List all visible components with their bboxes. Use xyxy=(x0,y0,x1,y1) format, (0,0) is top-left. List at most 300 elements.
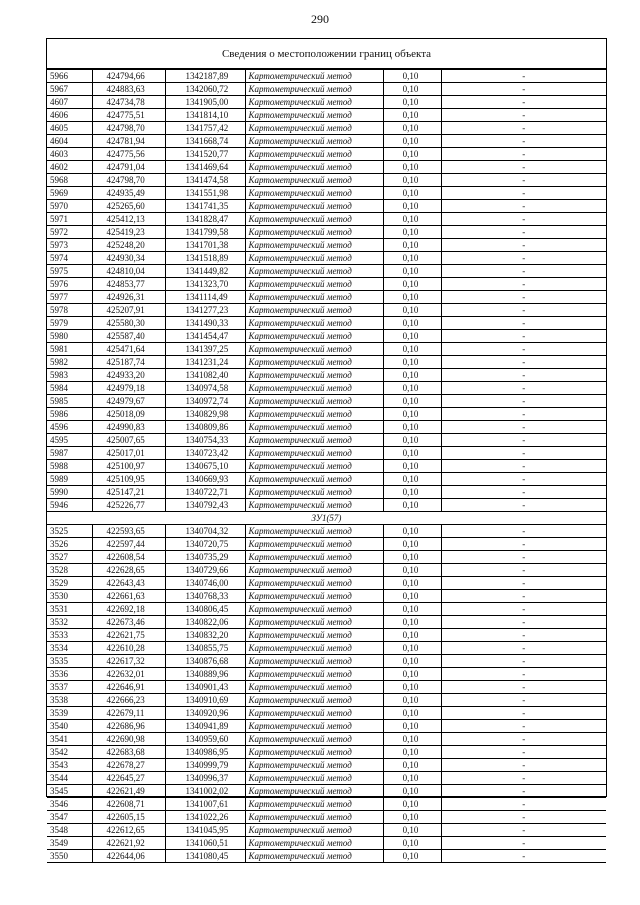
method-cell: Картометрический метод xyxy=(245,681,383,694)
table-row xyxy=(47,161,606,174)
x-coordinate-cell: 424791,04 xyxy=(92,161,165,174)
x-coordinate-cell: 422643,43 xyxy=(92,577,165,590)
y-coordinate-cell: 1341490,33 xyxy=(165,317,245,330)
method-cell: Картометрический метод xyxy=(245,356,383,369)
x-coordinate-cell: 422621,75 xyxy=(92,629,165,642)
table-row xyxy=(47,135,606,148)
table-row xyxy=(47,122,606,135)
x-coordinate-cell: 425471,64 xyxy=(92,343,165,356)
y-coordinate-cell: 1340920,96 xyxy=(165,707,245,720)
method-cell: Картометрический метод xyxy=(245,707,383,720)
description-cell: - xyxy=(441,252,606,265)
y-coordinate-cell: 1341668,74 xyxy=(165,135,245,148)
description-cell: - xyxy=(441,525,606,538)
y-coordinate-cell: 1340675,10 xyxy=(165,460,245,473)
accuracy-cell: 0,10 xyxy=(383,681,441,694)
method-cell: Картометрический метод xyxy=(245,616,383,629)
description-cell: - xyxy=(441,668,606,681)
table-row xyxy=(47,408,606,421)
method-cell: Картометрический метод xyxy=(245,135,383,148)
y-coordinate-cell: 1340889,96 xyxy=(165,668,245,681)
point-number-cell: 4603 xyxy=(47,148,92,161)
description-cell: - xyxy=(441,798,606,811)
table-row xyxy=(47,551,606,564)
x-coordinate-cell: 424979,18 xyxy=(92,382,165,395)
method-cell: Картометрический метод xyxy=(245,759,383,772)
table-row xyxy=(47,304,606,317)
accuracy-cell: 0,10 xyxy=(383,499,441,512)
table-row xyxy=(47,278,606,291)
y-coordinate-cell: 1340986,95 xyxy=(165,746,245,759)
description-cell: - xyxy=(441,382,606,395)
x-coordinate-cell: 425226,77 xyxy=(92,499,165,512)
y-coordinate-cell: 1341060,51 xyxy=(165,837,245,850)
x-coordinate-cell: 422632,01 xyxy=(92,668,165,681)
method-cell: Картометрический метод xyxy=(245,252,383,265)
point-number-cell: 3535 xyxy=(47,655,92,668)
description-cell: - xyxy=(441,720,606,733)
point-number-cell: 3533 xyxy=(47,629,92,642)
method-cell: Картометрический метод xyxy=(245,733,383,746)
table-row xyxy=(47,785,606,798)
method-cell: Картометрический метод xyxy=(245,200,383,213)
table-row xyxy=(47,460,606,473)
x-coordinate-cell: 422686,96 xyxy=(92,720,165,733)
method-cell: Картометрический метод xyxy=(245,824,383,837)
method-cell: Картометрический метод xyxy=(245,174,383,187)
description-cell: - xyxy=(441,772,606,785)
table-row xyxy=(47,252,606,265)
accuracy-cell: 0,10 xyxy=(383,538,441,551)
method-cell: Картометрический метод xyxy=(245,226,383,239)
x-coordinate-cell: 425207,91 xyxy=(92,304,165,317)
description-cell: - xyxy=(441,161,606,174)
table-row xyxy=(47,187,606,200)
description-cell: - xyxy=(441,486,606,499)
y-coordinate-cell: 1341520,77 xyxy=(165,148,245,161)
x-coordinate-cell: 422666,23 xyxy=(92,694,165,707)
method-cell: Картометрический метод xyxy=(245,369,383,382)
x-coordinate-cell: 422608,54 xyxy=(92,551,165,564)
accuracy-cell: 0,10 xyxy=(383,837,441,850)
section-label: ЗУ1(57) xyxy=(47,512,606,525)
point-number-cell: 5976 xyxy=(47,278,92,291)
accuracy-cell: 0,10 xyxy=(383,70,441,83)
accuracy-cell: 0,10 xyxy=(383,226,441,239)
point-number-cell: 3525 xyxy=(47,525,92,538)
x-coordinate-cell: 424883,63 xyxy=(92,83,165,96)
accuracy-cell: 0,10 xyxy=(383,733,441,746)
description-cell: - xyxy=(441,200,606,213)
table-row xyxy=(47,720,606,733)
description-cell: - xyxy=(441,213,606,226)
accuracy-cell: 0,10 xyxy=(383,200,441,213)
point-number-cell: 3530 xyxy=(47,590,92,603)
accuracy-cell: 0,10 xyxy=(383,291,441,304)
description-cell: - xyxy=(441,70,606,83)
description-cell: - xyxy=(441,460,606,473)
table-row xyxy=(47,837,606,850)
y-coordinate-cell: 1341114,49 xyxy=(165,291,245,304)
accuracy-cell: 0,10 xyxy=(383,109,441,122)
method-cell: Картометрический метод xyxy=(245,603,383,616)
x-coordinate-cell: 425109,95 xyxy=(92,473,165,486)
y-coordinate-cell: 1341474,58 xyxy=(165,174,245,187)
y-coordinate-cell: 1341231,24 xyxy=(165,356,245,369)
description-cell: - xyxy=(441,239,606,252)
y-coordinate-cell: 1340735,29 xyxy=(165,551,245,564)
point-number-cell: 3541 xyxy=(47,733,92,746)
x-coordinate-cell: 422612,65 xyxy=(92,824,165,837)
point-number-cell: 4605 xyxy=(47,122,92,135)
y-coordinate-cell: 1340746,00 xyxy=(165,577,245,590)
point-number-cell: 3549 xyxy=(47,837,92,850)
point-number-cell: 3542 xyxy=(47,746,92,759)
description-cell: - xyxy=(441,278,606,291)
description-cell: - xyxy=(441,369,606,382)
x-coordinate-cell: 425265,60 xyxy=(92,200,165,213)
accuracy-cell: 0,10 xyxy=(383,603,441,616)
method-cell: Картометрический метод xyxy=(245,408,383,421)
point-number-cell: 3527 xyxy=(47,551,92,564)
point-number-cell: 5969 xyxy=(47,187,92,200)
table-row xyxy=(47,473,606,486)
method-cell: Картометрический метод xyxy=(245,317,383,330)
description-cell: - xyxy=(441,785,606,798)
point-number-cell: 5967 xyxy=(47,83,92,96)
point-number-cell: 5972 xyxy=(47,226,92,239)
point-number-cell: 5968 xyxy=(47,174,92,187)
y-coordinate-cell: 1341045,95 xyxy=(165,824,245,837)
method-cell: Картометрический метод xyxy=(245,590,383,603)
table-row xyxy=(47,642,606,655)
accuracy-cell: 0,10 xyxy=(383,460,441,473)
description-cell: - xyxy=(441,226,606,239)
x-coordinate-cell: 424935,49 xyxy=(92,187,165,200)
accuracy-cell: 0,10 xyxy=(383,785,441,798)
rows-group-b xyxy=(47,525,606,863)
y-coordinate-cell: 1340829,98 xyxy=(165,408,245,421)
method-cell: Картометрический метод xyxy=(245,96,383,109)
point-number-cell: 5984 xyxy=(47,382,92,395)
table-row xyxy=(47,694,606,707)
accuracy-cell: 0,10 xyxy=(383,369,441,382)
point-number-cell: 4595 xyxy=(47,434,92,447)
x-coordinate-cell: 422646,91 xyxy=(92,681,165,694)
y-coordinate-cell: 1340876,68 xyxy=(165,655,245,668)
section-row-group xyxy=(47,512,606,525)
accuracy-cell: 0,10 xyxy=(383,798,441,811)
method-cell: Картометрический метод xyxy=(245,577,383,590)
description-cell: - xyxy=(441,603,606,616)
table-row xyxy=(47,616,606,629)
table-row xyxy=(47,200,606,213)
point-number-cell: 3528 xyxy=(47,564,92,577)
method-cell: Картометрический метод xyxy=(245,642,383,655)
method-cell: Картометрический метод xyxy=(245,434,383,447)
accuracy-cell: 0,10 xyxy=(383,252,441,265)
description-cell: - xyxy=(441,447,606,460)
accuracy-cell: 0,10 xyxy=(383,525,441,538)
y-coordinate-cell: 1341397,25 xyxy=(165,343,245,356)
table-row xyxy=(47,850,606,863)
table-row xyxy=(47,707,606,720)
point-number-cell: 5978 xyxy=(47,304,92,317)
method-cell: Картометрический метод xyxy=(245,122,383,135)
method-cell: Картометрический метод xyxy=(245,213,383,226)
description-cell: - xyxy=(441,356,606,369)
y-coordinate-cell: 1340768,33 xyxy=(165,590,245,603)
y-coordinate-cell: 1340723,42 xyxy=(165,447,245,460)
description-cell: - xyxy=(441,746,606,759)
x-coordinate-cell: 422661,63 xyxy=(92,590,165,603)
description-cell: - xyxy=(441,577,606,590)
page-number: 290 xyxy=(311,12,329,26)
table-row xyxy=(47,434,606,447)
point-number-cell: 5986 xyxy=(47,408,92,421)
y-coordinate-cell: 1341518,89 xyxy=(165,252,245,265)
accuracy-cell: 0,10 xyxy=(383,395,441,408)
accuracy-cell: 0,10 xyxy=(383,330,441,343)
accuracy-cell: 0,10 xyxy=(383,356,441,369)
y-coordinate-cell: 1341080,45 xyxy=(165,850,245,863)
point-number-cell: 3546 xyxy=(47,798,92,811)
table-row xyxy=(47,564,606,577)
rows-group-a xyxy=(47,70,606,512)
accuracy-cell: 0,10 xyxy=(383,174,441,187)
y-coordinate-cell: 1341082,40 xyxy=(165,369,245,382)
table-row xyxy=(47,70,606,83)
method-cell: Картометрический метод xyxy=(245,551,383,564)
method-cell: Картометрический метод xyxy=(245,525,383,538)
point-number-cell: 3526 xyxy=(47,538,92,551)
x-coordinate-cell: 425187,74 xyxy=(92,356,165,369)
description-cell: - xyxy=(441,304,606,317)
point-number-cell: 5987 xyxy=(47,447,92,460)
table-row xyxy=(47,733,606,746)
description-cell: - xyxy=(441,174,606,187)
table-row xyxy=(47,148,606,161)
method-cell: Картометрический метод xyxy=(245,265,383,278)
point-number-cell: 5982 xyxy=(47,356,92,369)
method-cell: Картометрический метод xyxy=(245,538,383,551)
table-row xyxy=(47,382,606,395)
y-coordinate-cell: 1340996,37 xyxy=(165,772,245,785)
table-row xyxy=(47,772,606,785)
method-cell: Картометрический метод xyxy=(245,395,383,408)
description-cell: - xyxy=(441,408,606,421)
method-cell: Картометрический метод xyxy=(245,746,383,759)
point-number-cell: 3543 xyxy=(47,759,92,772)
accuracy-cell: 0,10 xyxy=(383,96,441,109)
x-coordinate-cell: 422679,11 xyxy=(92,707,165,720)
x-coordinate-cell: 422605,15 xyxy=(92,811,165,824)
description-cell: - xyxy=(441,187,606,200)
x-coordinate-cell: 424775,51 xyxy=(92,109,165,122)
description-cell: - xyxy=(441,837,606,850)
point-number-cell: 3539 xyxy=(47,707,92,720)
accuracy-cell: 0,10 xyxy=(383,616,441,629)
x-coordinate-cell: 422610,28 xyxy=(92,642,165,655)
table-row xyxy=(47,486,606,499)
point-number-cell: 3538 xyxy=(47,694,92,707)
accuracy-cell: 0,10 xyxy=(383,304,441,317)
method-cell: Картометрический метод xyxy=(245,83,383,96)
method-cell: Картометрический метод xyxy=(245,187,383,200)
method-cell: Картометрический метод xyxy=(245,655,383,668)
x-coordinate-cell: 422628,65 xyxy=(92,564,165,577)
accuracy-cell: 0,10 xyxy=(383,434,441,447)
table-row xyxy=(47,356,606,369)
method-cell: Картометрический метод xyxy=(245,811,383,824)
x-coordinate-cell: 424794,66 xyxy=(92,70,165,83)
accuracy-cell: 0,10 xyxy=(383,473,441,486)
method-cell: Картометрический метод xyxy=(245,161,383,174)
description-cell: - xyxy=(441,694,606,707)
accuracy-cell: 0,10 xyxy=(383,447,441,460)
y-coordinate-cell: 1341741,35 xyxy=(165,200,245,213)
point-number-cell: 3548 xyxy=(47,824,92,837)
point-number-cell: 3547 xyxy=(47,811,92,824)
method-cell: Картометрический метод xyxy=(245,837,383,850)
description-cell: - xyxy=(441,96,606,109)
x-coordinate-cell: 424979,67 xyxy=(92,395,165,408)
y-coordinate-cell: 1340669,93 xyxy=(165,473,245,486)
method-cell: Картометрический метод xyxy=(245,421,383,434)
accuracy-cell: 0,10 xyxy=(383,551,441,564)
y-coordinate-cell: 1340941,89 xyxy=(165,720,245,733)
x-coordinate-cell: 425007,65 xyxy=(92,434,165,447)
y-coordinate-cell: 1341454,47 xyxy=(165,330,245,343)
table-row xyxy=(47,213,606,226)
accuracy-cell: 0,10 xyxy=(383,343,441,356)
y-coordinate-cell: 1341757,42 xyxy=(165,122,245,135)
method-cell: Картометрический метод xyxy=(245,109,383,122)
accuracy-cell: 0,10 xyxy=(383,148,441,161)
description-cell: - xyxy=(441,616,606,629)
point-number-cell: 5966 xyxy=(47,70,92,83)
table-row xyxy=(47,577,606,590)
x-coordinate-cell: 422690,98 xyxy=(92,733,165,746)
point-number-cell: 3534 xyxy=(47,642,92,655)
method-cell: Картометрический метод xyxy=(245,291,383,304)
x-coordinate-cell: 424930,34 xyxy=(92,252,165,265)
accuracy-cell: 0,10 xyxy=(383,135,441,148)
table-row xyxy=(47,291,606,304)
table-row xyxy=(47,343,606,356)
table-row xyxy=(47,317,606,330)
method-cell: Картометрический метод xyxy=(245,239,383,252)
point-number-cell: 5977 xyxy=(47,291,92,304)
point-number-cell: 3531 xyxy=(47,603,92,616)
table-row xyxy=(47,538,606,551)
table-row xyxy=(47,668,606,681)
x-coordinate-cell: 424798,70 xyxy=(92,122,165,135)
point-number-cell: 3544 xyxy=(47,772,92,785)
y-coordinate-cell: 1341701,38 xyxy=(165,239,245,252)
method-cell: Картометрический метод xyxy=(245,330,383,343)
description-cell: - xyxy=(441,681,606,694)
table-row xyxy=(47,330,606,343)
description-cell: - xyxy=(441,83,606,96)
accuracy-cell: 0,10 xyxy=(383,122,441,135)
section-row xyxy=(47,512,606,525)
y-coordinate-cell: 1340809,86 xyxy=(165,421,245,434)
coordinates-table xyxy=(47,69,606,863)
y-coordinate-cell: 1340704,32 xyxy=(165,525,245,538)
y-coordinate-cell: 1340901,43 xyxy=(165,681,245,694)
table-row xyxy=(47,369,606,382)
x-coordinate-cell: 422644,06 xyxy=(92,850,165,863)
y-coordinate-cell: 1341022,26 xyxy=(165,811,245,824)
point-number-cell: 5971 xyxy=(47,213,92,226)
x-coordinate-cell: 424775,56 xyxy=(92,148,165,161)
description-cell: - xyxy=(441,291,606,304)
accuracy-cell: 0,10 xyxy=(383,629,441,642)
description-cell: - xyxy=(441,473,606,486)
point-number-cell: 3532 xyxy=(47,616,92,629)
x-coordinate-cell: 422678,27 xyxy=(92,759,165,772)
method-cell: Картометрический метод xyxy=(245,382,383,395)
accuracy-cell: 0,10 xyxy=(383,759,441,772)
accuracy-cell: 0,10 xyxy=(383,850,441,863)
table-row xyxy=(47,525,606,538)
description-cell: - xyxy=(441,551,606,564)
accuracy-cell: 0,10 xyxy=(383,772,441,785)
y-coordinate-cell: 1341905,00 xyxy=(165,96,245,109)
description-cell: - xyxy=(441,564,606,577)
table-row xyxy=(47,239,606,252)
x-coordinate-cell: 424853,77 xyxy=(92,278,165,291)
description-cell: - xyxy=(441,434,606,447)
table-row xyxy=(47,226,606,239)
table-row xyxy=(47,603,606,616)
table-row xyxy=(47,746,606,759)
point-number-cell: 3550 xyxy=(47,850,92,863)
method-cell: Картометрический метод xyxy=(245,460,383,473)
table-row xyxy=(47,174,606,187)
x-coordinate-cell: 422593,65 xyxy=(92,525,165,538)
x-coordinate-cell: 422692,18 xyxy=(92,603,165,616)
accuracy-cell: 0,10 xyxy=(383,213,441,226)
method-cell: Картометрический метод xyxy=(245,304,383,317)
table-row xyxy=(47,590,606,603)
table-row xyxy=(47,447,606,460)
method-cell: Картометрический метод xyxy=(245,486,383,499)
x-coordinate-cell: 422673,46 xyxy=(92,616,165,629)
table-row xyxy=(47,109,606,122)
x-coordinate-cell: 422645,27 xyxy=(92,772,165,785)
point-number-cell: 5988 xyxy=(47,460,92,473)
point-number-cell: 3540 xyxy=(47,720,92,733)
y-coordinate-cell: 1341551,98 xyxy=(165,187,245,200)
x-coordinate-cell: 425419,23 xyxy=(92,226,165,239)
method-cell: Картометрический метод xyxy=(245,447,383,460)
y-coordinate-cell: 1340974,58 xyxy=(165,382,245,395)
accuracy-cell: 0,10 xyxy=(383,278,441,291)
description-cell: - xyxy=(441,590,606,603)
boundary-table-frame xyxy=(46,38,607,861)
accuracy-cell: 0,10 xyxy=(383,161,441,174)
table-row xyxy=(47,83,606,96)
y-coordinate-cell: 1340792,43 xyxy=(165,499,245,512)
description-cell: - xyxy=(441,733,606,746)
x-coordinate-cell: 425017,01 xyxy=(92,447,165,460)
table-row xyxy=(47,655,606,668)
method-cell: Картометрический метод xyxy=(245,720,383,733)
accuracy-cell: 0,10 xyxy=(383,239,441,252)
method-cell: Картометрический метод xyxy=(245,278,383,291)
